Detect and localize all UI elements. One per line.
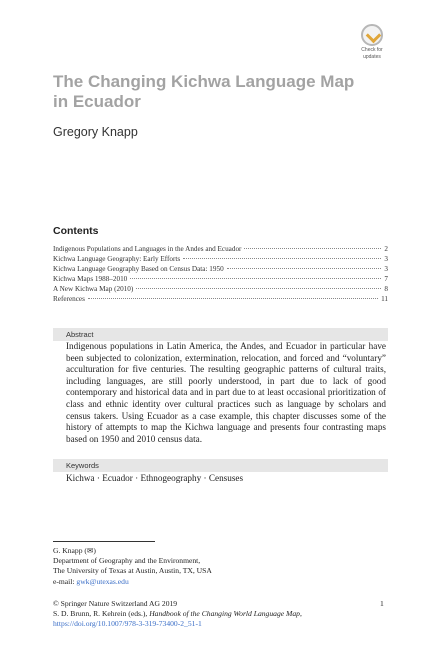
email-label: e-mail: bbox=[53, 576, 77, 586]
toc-entry[interactable] bbox=[53, 254, 388, 264]
toc-leader-dots bbox=[130, 278, 381, 279]
toc-entry[interactable] bbox=[53, 264, 388, 274]
toc-entry-title: Indigenous Populations and Languages in the Andes and Ecuador bbox=[53, 245, 242, 253]
toc-entry-title: A New Kichwa Map (2010) bbox=[53, 285, 134, 293]
copyright-footer bbox=[53, 599, 302, 630]
toc-entry-title: Kichwa Language Geography Based on Census Data: 1950 bbox=[53, 265, 224, 273]
toc-entry-page: 3 bbox=[384, 255, 388, 263]
chapter-title-line-2: in Ecuador bbox=[53, 92, 141, 111]
doi-link[interactable]: https://doi.org/10.1007/978-3-319-73400-2_51-1 bbox=[53, 619, 202, 629]
email-link[interactable]: gwk@utexas.edu bbox=[76, 576, 129, 586]
citation-book-title: Handbook of the Changing World Language Map bbox=[149, 609, 300, 619]
keywords-list: Kichwa · Ecuador · Ethnogeography · Censuses bbox=[66, 473, 244, 483]
affiliation-department: Department of Geography and the Environment, bbox=[53, 556, 201, 566]
citation-suffix: , bbox=[299, 609, 302, 619]
toc-entry[interactable] bbox=[53, 294, 388, 304]
citation-editors: S. D. Brunn, R. Kehrein (eds.), bbox=[53, 609, 150, 619]
badge-label-2: updates bbox=[363, 54, 381, 60]
toc-leader-dots bbox=[244, 248, 381, 249]
table-of-contents bbox=[53, 244, 388, 304]
citation-line bbox=[53, 609, 302, 619]
toc-entry-page: 7 bbox=[384, 275, 388, 283]
check-updates-icon bbox=[361, 24, 383, 46]
author-affiliation bbox=[53, 546, 212, 587]
toc-entry-page: 8 bbox=[384, 285, 388, 293]
toc-entry[interactable] bbox=[53, 284, 388, 294]
toc-entry-title: Kichwa Maps 1988–2010 bbox=[53, 275, 128, 283]
abstract-text bbox=[66, 341, 386, 445]
chapter-title bbox=[53, 72, 373, 112]
toc-entry-title: References bbox=[53, 295, 85, 303]
contents-heading: Contents bbox=[53, 225, 99, 237]
abstract-paragraph: Indigenous populations in Latin America, the Andes, and Ecuador in particular have been subjected to colonization, extermination, relocation, and forced and “voluntary” acculturation for five centuries. The resulting geographic patterns of cultural traits, including languages, are still poorly understood, in part due to lack of good contemporary and historical data and in part due to at least occasional prioritization of class and ethnic identity over cultural practices such as language by scholars and census takers. Using Ecuador as a case example, this chapter discusses some of the history of attempts to map the Kichwa language and presents four contrasting maps based on 1950 and 2010 census data. bbox=[66, 341, 386, 444]
copyright-line: © Springer Nature Switzerland AG 2019 bbox=[53, 599, 178, 608]
page-number: 1 bbox=[380, 599, 384, 608]
toc-leader-dots bbox=[227, 268, 382, 269]
author-name: Gregory Knapp bbox=[53, 125, 138, 139]
toc-entry-page: 2 bbox=[384, 245, 388, 253]
toc-entry[interactable] bbox=[53, 244, 388, 254]
footnote-rule bbox=[53, 541, 155, 542]
affiliation-name: G. Knapp (✉) bbox=[53, 546, 96, 555]
check-for-updates-badge[interactable] bbox=[354, 24, 390, 60]
badge-label-1: Check for bbox=[361, 47, 383, 53]
toc-leader-dots bbox=[183, 258, 381, 259]
toc-leader-dots bbox=[136, 288, 381, 289]
doi-line bbox=[53, 619, 302, 629]
chapter-title-line-1: The Changing Kichwa Language Map bbox=[53, 72, 355, 91]
keywords-heading: Keywords bbox=[53, 459, 388, 472]
toc-entry-page: 3 bbox=[384, 265, 388, 273]
affiliation-university: The University of Texas at Austin, Austin, TX, USA bbox=[53, 566, 212, 576]
abstract-heading: Abstract bbox=[53, 328, 388, 341]
toc-entry[interactable] bbox=[53, 274, 388, 284]
toc-entry-title: Kichwa Language Geography: Early Efforts bbox=[53, 255, 181, 263]
toc-leader-dots bbox=[88, 298, 378, 299]
toc-entry-page: 11 bbox=[381, 295, 388, 303]
affiliation-email-line bbox=[53, 577, 212, 587]
